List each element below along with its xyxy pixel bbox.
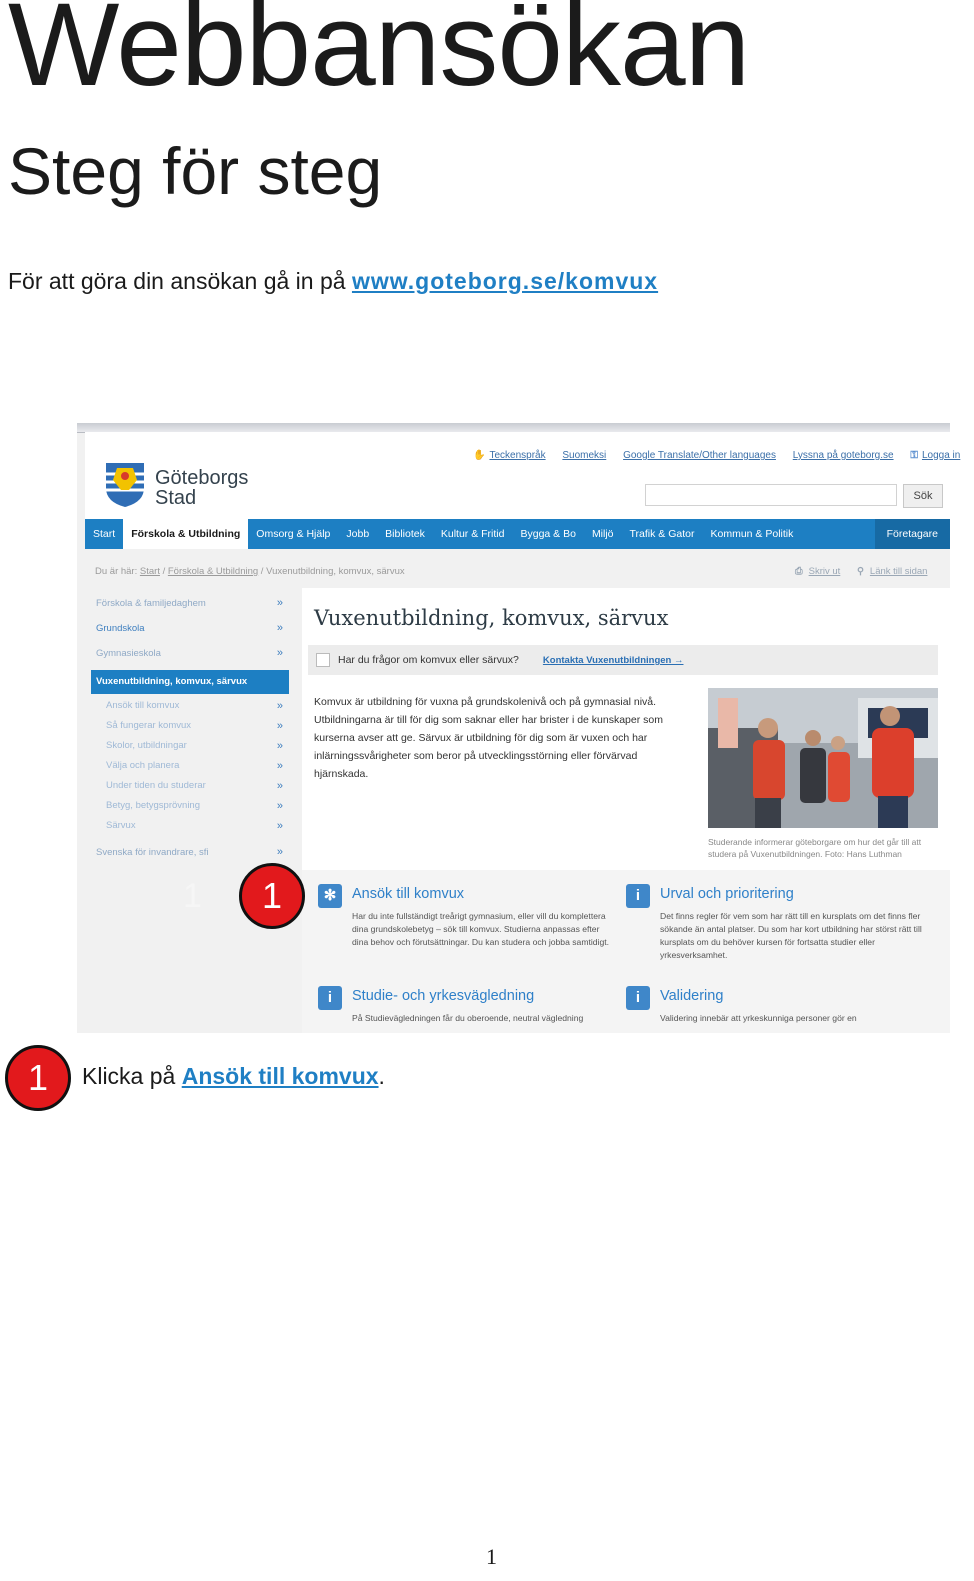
page-number: 1: [486, 1544, 497, 1569]
chevron-right-icon: »: [276, 800, 283, 812]
photo-caption: Studerande informerar göteborgare om hur det går till att studera på Vuxenutbildningen. Foto: Hans Luthman: [708, 837, 922, 859]
logo-text: [155, 468, 248, 508]
chevron-right-icon: »: [276, 846, 283, 858]
sidebar-item-label: Grundskola: [96, 623, 145, 634]
goteborg-logo-icon: [103, 460, 147, 508]
sidebar-sub-label: Under tiden du studerar: [106, 780, 206, 791]
breadcrumb-current: Vuxenutbildning, komvux, särvux: [266, 566, 405, 577]
info-icon: i: [318, 986, 342, 1010]
card-title[interactable]: Ansök till komvux: [352, 886, 465, 902]
logo-line-2: Stad: [155, 487, 197, 509]
intro-paragraph: [8, 268, 658, 295]
faint-step-number: 1: [183, 877, 202, 915]
breadcrumb-start[interactable]: Start: [139, 566, 160, 577]
gear-icon: ✻: [318, 884, 342, 908]
breadcrumb-prefix: Du är här:: [95, 566, 138, 577]
info-icon: i: [626, 986, 650, 1010]
info-icon: i: [626, 884, 650, 908]
sidebar-sub-skolor[interactable]: [91, 736, 289, 756]
question-bar: [308, 645, 938, 675]
step-text: Klicka på: [82, 1063, 182, 1089]
main-content: [302, 588, 950, 1033]
sidebar-sub-label: Särvux: [106, 820, 136, 831]
sidebar-item-vuxenutbildning[interactable]: Vuxenutbildning, komvux, särvux: [91, 670, 289, 694]
chevron-right-icon: »: [276, 820, 283, 832]
top-link-login[interactable]: Logga in: [921, 450, 961, 461]
step-suffix: .: [378, 1063, 385, 1089]
key-icon: ⚿: [910, 450, 918, 461]
card-text: Har du inte fullständigt treårigt gymnasium, eller vill du komplettera dina grundskolebetyg – sök till komvux. Studierna anpassas efter dina behov och förutsättningar. Du kan studera och jobba samtidigt.: [352, 911, 610, 947]
step-marker-on-screenshot: 1: [239, 863, 305, 929]
breadcrumb-forskola[interactable]: Förskola & Utbildning: [167, 566, 259, 577]
chevron-right-icon: »: [276, 647, 283, 659]
chevron-right-icon: »: [276, 700, 283, 712]
nav-bibliotek[interactable]: Bibliotek: [385, 528, 425, 540]
nav-kultur[interactable]: Kultur & Fritid: [440, 528, 505, 540]
sidebar-sub-under-tiden[interactable]: [91, 776, 289, 796]
sidebar-item-grundskola[interactable]: [91, 616, 289, 641]
chevron-right-icon: »: [276, 740, 283, 752]
nav-kommun[interactable]: Kommun & Politik: [710, 528, 794, 540]
chevron-right-icon: »: [276, 597, 283, 609]
sidebar-sub-label: Skolor, utbildningar: [106, 740, 187, 751]
page-tools: [795, 566, 927, 577]
logo-line-1: Göteborgs: [155, 467, 249, 489]
site-header: [85, 432, 961, 519]
printer-icon: ⎙: [795, 566, 803, 577]
document-subtitle: Steg för steg: [8, 134, 383, 208]
search-button[interactable]: Sök: [903, 484, 943, 508]
sidebar-sub-label: Så fungerar komvux: [106, 720, 192, 731]
search-input[interactable]: [645, 484, 897, 506]
sidebar-item-label: Förskola & familjedaghem: [96, 598, 206, 609]
nav-bygga[interactable]: Bygga & Bo: [520, 528, 576, 540]
card-title[interactable]: Validering: [660, 988, 724, 1004]
chevron-right-icon: »: [276, 780, 283, 792]
service-cards: [302, 870, 950, 1033]
sidebar-sub-betyg[interactable]: [91, 796, 289, 816]
contact-link[interactable]: Kontakta Vuxenutbildningen →: [542, 655, 684, 666]
print-link[interactable]: Skriv ut: [808, 566, 841, 577]
main-navigation: [85, 519, 950, 549]
intro-body-text: Komvux är utbildning för vuxna på grundskolenivå och på gymnasial nivå. Utbildningarna är till för dig som saknar eller har brister i de kunskaper som kurserna avser att ge. Särvux är utbildning för dig som är vuxen och har inlärningssvårigheter som beror på utvecklingsstörning eller förvärvad hjärnskada.: [314, 696, 663, 780]
top-link-suomeksi[interactable]: Suomeksi: [562, 450, 607, 461]
chevron-right-icon: »: [276, 760, 283, 772]
card-text: Validering innebär att yrkeskunniga personer gör en: [660, 1013, 857, 1023]
sign-language-icon: ✋: [473, 450, 486, 461]
link-icon: ⚲: [856, 566, 864, 577]
sidebar-sub-ansok[interactable]: [91, 696, 289, 716]
card-text: Det finns regler för vem som har rätt till en kursplats om det finns fler sökande än antal platser. Du som har kort utbildning har störst rätt till kursplats om du behöver kursen för fortsatta studier eller yrkesverksamhet.: [660, 911, 922, 960]
sidebar-sub-label: Ansök till komvux: [106, 700, 180, 711]
nav-forskola-utbildning[interactable]: Förskola & Utbildning: [123, 519, 248, 549]
chevron-right-icon: »: [276, 720, 283, 732]
question-text: Har du frågor om komvux eller särvux?: [338, 654, 519, 666]
nav-start[interactable]: Start: [93, 528, 116, 540]
ansok-link[interactable]: Ansök till komvux: [181, 1063, 379, 1089]
link-to-page[interactable]: Länk till sidan: [869, 566, 928, 577]
sidebar-item-label: Svenska för invandrare, sfi: [96, 847, 209, 858]
document-title: Webbansökan: [8, 0, 750, 111]
chevron-right-icon: »: [276, 622, 283, 634]
sidebar-sub-valja[interactable]: [91, 756, 289, 776]
card-title[interactable]: Studie- och yrkesvägledning: [352, 988, 535, 1004]
nav-omsorg[interactable]: Omsorg & Hjälp: [256, 528, 331, 540]
nav-foretagare[interactable]: Företagare: [875, 519, 950, 549]
website-screenshot: [77, 423, 961, 1033]
sidebar-item-label: Gymnasieskola: [96, 648, 161, 659]
top-link-translate[interactable]: Google Translate/Other languages: [623, 450, 776, 461]
sidebar-sub-sa-fungerar[interactable]: [91, 716, 289, 736]
sidebar: [91, 591, 289, 865]
students-photo: [708, 688, 938, 828]
top-links: [473, 450, 974, 461]
nav-miljo[interactable]: Miljö: [591, 528, 614, 540]
content-title: Vuxenutbildning, komvux, särvux: [314, 606, 669, 630]
intro-text: För att göra din ansökan gå in på: [8, 268, 352, 294]
sidebar-sub-label: Välja och planera: [106, 760, 180, 771]
top-link-listen[interactable]: Lyssna på goteborg.se: [792, 450, 894, 461]
sidebar-sub-sarvux[interactable]: [91, 816, 289, 836]
nav-jobb[interactable]: Jobb: [346, 528, 370, 540]
sidebar-item-sfi[interactable]: [91, 840, 289, 865]
speech-bubble-icon: [316, 653, 330, 667]
card-title[interactable]: Urval och prioritering: [660, 886, 794, 902]
card-text: På Studievägledningen får du oberoende, neutral vägledning: [352, 1013, 584, 1023]
komvux-url-link[interactable]: www.goteborg.se/komvux: [351, 268, 659, 294]
sidebar-item-forskola[interactable]: [91, 591, 289, 616]
sidebar-sub-label: Betyg, betygsprövning: [106, 800, 201, 811]
nav-trafik[interactable]: Trafik & Gator: [629, 528, 695, 540]
step-number-badge: 1: [5, 1045, 71, 1111]
sidebar-item-gymnasieskola[interactable]: [91, 641, 289, 666]
breadcrumb: Du är här: Start / Förskola & Utbildning / Vuxenutbildning, komvux, särvux: [95, 566, 405, 577]
step-instruction: [82, 1063, 385, 1090]
top-link-teckensprak[interactable]: Teckenspråk: [489, 450, 546, 461]
